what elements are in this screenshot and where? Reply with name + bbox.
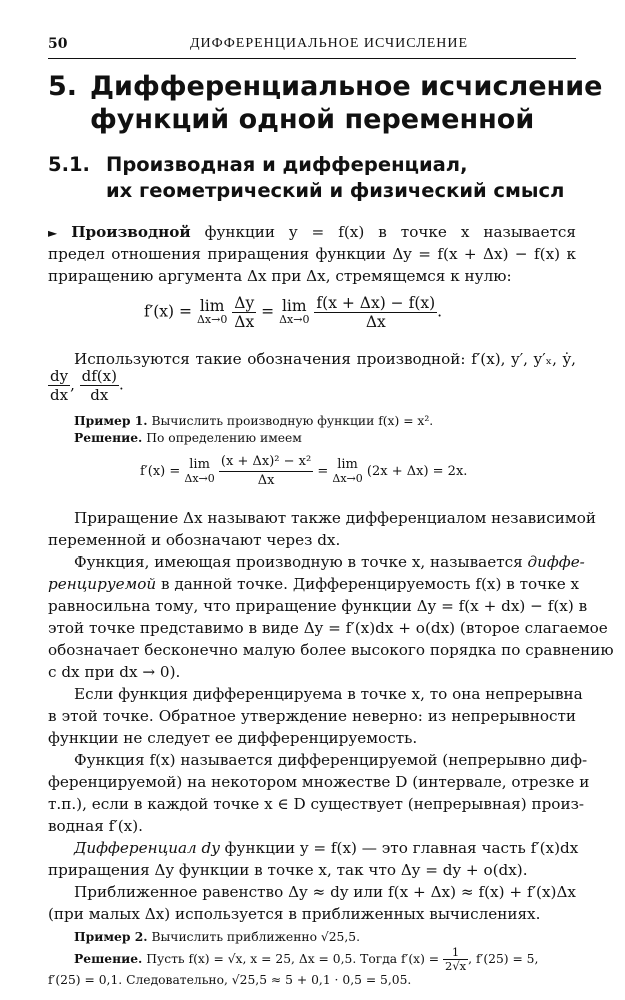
lim-text: lim xyxy=(281,296,307,315)
formula2-frac-den: Δx xyxy=(257,473,275,488)
formula2-limit xyxy=(184,458,214,486)
notation-sep: , xyxy=(70,375,75,394)
example2 xyxy=(74,928,602,946)
definition-term: Производной xyxy=(71,223,191,241)
lim-text: lim xyxy=(199,296,225,315)
example1-solution-text: По определению имеем xyxy=(146,431,302,445)
p1-line1: Приращение Δx называют также дифференциалом независимой xyxy=(74,509,597,527)
example2-fraction xyxy=(443,946,468,973)
formula2-lhs: f′(x) = xyxy=(140,464,181,479)
p3-line1: Если функция дифференцируема в точке x, то она непрерывна xyxy=(74,685,583,703)
p4-line2: ференцируемой) на некотором множестве D (интервале, отрезке и xyxy=(48,773,590,791)
formula1-end: . xyxy=(437,302,443,321)
example1-label: Пример 1. xyxy=(74,413,148,428)
lim-text: lim xyxy=(337,456,358,472)
definition-line3: приращению аргумента Δx при Δx, стремящемся к нулю: xyxy=(48,267,512,285)
p5-line2: приращения Δy функции в точке x, так что Δy = dy + o(dx). xyxy=(48,861,528,879)
frac2-num: f(x + Δx) − f(x) xyxy=(316,294,436,312)
chapter-title-line1: Дифференциальное исчисление xyxy=(90,71,603,102)
section-number: 5.1. xyxy=(48,153,90,176)
page-number: 50 xyxy=(48,36,68,52)
frac-b-den: dx xyxy=(90,386,109,404)
p2-line1-text: Функция, имеющая производную в точке x, называется xyxy=(74,553,523,571)
p4-line4: водная f′(x). xyxy=(48,817,143,835)
formula2-limit2 xyxy=(332,458,362,486)
example1-text: Вычислить производную функции f(x) = x². xyxy=(151,414,434,428)
lim-sub: Δx→0 xyxy=(332,471,363,485)
derivative-definition-formula xyxy=(144,294,442,331)
p5-line1-italic: Дифференциал dy xyxy=(74,839,220,857)
frac1-den: Δx xyxy=(234,313,255,331)
definition-line1 xyxy=(48,222,576,244)
example2-frac-num: 1 xyxy=(443,946,468,960)
formula1-lhs: f′(x) = xyxy=(144,302,193,321)
example2-solution-label: Решение. xyxy=(74,951,143,966)
p5-line1 xyxy=(74,838,579,859)
formula2-frac-num: (x + Δx)² − x² xyxy=(219,453,313,472)
section-title-line1: Производная и дифференциал, xyxy=(106,153,468,176)
frac1-num: Δy xyxy=(234,294,255,312)
example2-frac-den: 2√x xyxy=(445,959,467,973)
frac2-den: Δx xyxy=(365,313,386,331)
example1-solution-label: Решение. xyxy=(74,430,143,445)
section-title-line2: их геометрический и физический смысл xyxy=(106,179,565,202)
formula2-eq: = xyxy=(317,464,329,479)
p2-line1-italic: диффе- xyxy=(527,553,585,571)
p3-line2: в этой точке. Обратное утверждение неверно: из непрерывности xyxy=(48,707,576,725)
example1-solution xyxy=(74,429,602,447)
lim-sub: Δx→0 xyxy=(279,312,310,326)
definition-line2: предел отношения приращения функции Δy = f(x + Δx) − f(x) к xyxy=(48,245,576,263)
p2-line2 xyxy=(48,574,580,595)
formula1-fraction1 xyxy=(232,294,256,331)
p3-line3: функции не следует ее дифференцируемость. xyxy=(48,729,418,747)
example2-solution-line2: f′(25) = 0,1. Следовательно, √25,5 ≈ 5 + 0,1 · 0,5 = 5,05. xyxy=(48,973,412,987)
frac-a-num: dy xyxy=(50,367,69,385)
p2-line1 xyxy=(74,552,585,573)
p1-line2: переменной и обозначают через dx. xyxy=(48,531,341,549)
p5-line1-text: функции y = f(x) — это главная часть f′(x)dx xyxy=(224,839,579,857)
lim-sub: Δx→0 xyxy=(184,471,215,485)
p2-line4: этой точке представимо в виде Δy = f′(x)dx + o(dx) (второе слагаемое xyxy=(48,619,608,637)
running-header xyxy=(48,36,576,59)
formula1-eq: = xyxy=(261,302,275,321)
triangle-marker-icon: ► xyxy=(48,226,58,240)
p4-line1: Функция f(x) называется дифференцируемой (непрерывно диф- xyxy=(74,751,588,769)
p2-line2-text: в данной точке. Дифференцируемость f(x) в точке x xyxy=(160,575,580,593)
running-title: ДИФФЕРЕНЦИАЛЬНОЕ ИСЧИСЛЕНИЕ xyxy=(190,36,469,51)
lim-sub: Δx→0 xyxy=(196,312,228,326)
notation-frac-dy-dx xyxy=(48,367,70,404)
formula1-limit2 xyxy=(279,296,310,327)
example1-formula xyxy=(140,453,467,490)
p2-line6: с dx при dx → 0). xyxy=(48,663,181,681)
example2-label: Пример 2. xyxy=(74,929,148,944)
p2-line3: равносильна тому, что приращение функции Δy = f(x + dx) − f(x) в xyxy=(48,597,588,615)
p4-line3: т.п.), если в каждой точке x ∈ D существует (непрерывная) произ- xyxy=(48,795,584,813)
example2-solution-tail: , f′(25) = 5, xyxy=(468,952,539,966)
example2-solution-text: Пусть f(x) = √x, x = 25, Δx = 0,5. Тогда f′(x) = xyxy=(146,952,440,966)
notation-line1: Используются такие обозначения производной: f′(x), y′, y′ₓ, ẏ, xyxy=(74,350,576,368)
chapter-number: 5. xyxy=(48,71,78,102)
formula2-fraction xyxy=(219,453,313,490)
chapter-title-line2: функций одной переменной xyxy=(90,104,535,135)
frac-a-den: dx xyxy=(50,386,69,404)
notation-fractions xyxy=(48,367,124,404)
p2-line2-italic: ренцируемой xyxy=(48,575,157,593)
lim-text: lim xyxy=(189,456,210,472)
p2-line5: обозначает бесконечно малую более высокого порядка по сравнению xyxy=(48,641,614,659)
p6-line2: (при малых Δx) используется в приближенных вычислениях. xyxy=(48,905,541,923)
notation-frac-df-dx xyxy=(80,367,119,404)
formula1-fraction2 xyxy=(314,294,437,331)
example1 xyxy=(74,412,602,430)
example2-text: Вычислить приближенно √25,5. xyxy=(151,930,361,944)
frac-b-num: df(x) xyxy=(81,367,117,385)
p6-line1: Приближенное равенство Δy ≈ dy или f(x + Δx) ≈ f(x) + f′(x)Δx xyxy=(74,883,576,901)
definition-line1-rest: функции y = f(x) в точке x называется xyxy=(204,223,577,241)
example2-solution-line1 xyxy=(74,946,576,973)
formula2-rhs: (2x + Δx) = 2x. xyxy=(366,464,468,479)
formula1-limit xyxy=(196,296,228,327)
notation-end: . xyxy=(118,375,124,394)
